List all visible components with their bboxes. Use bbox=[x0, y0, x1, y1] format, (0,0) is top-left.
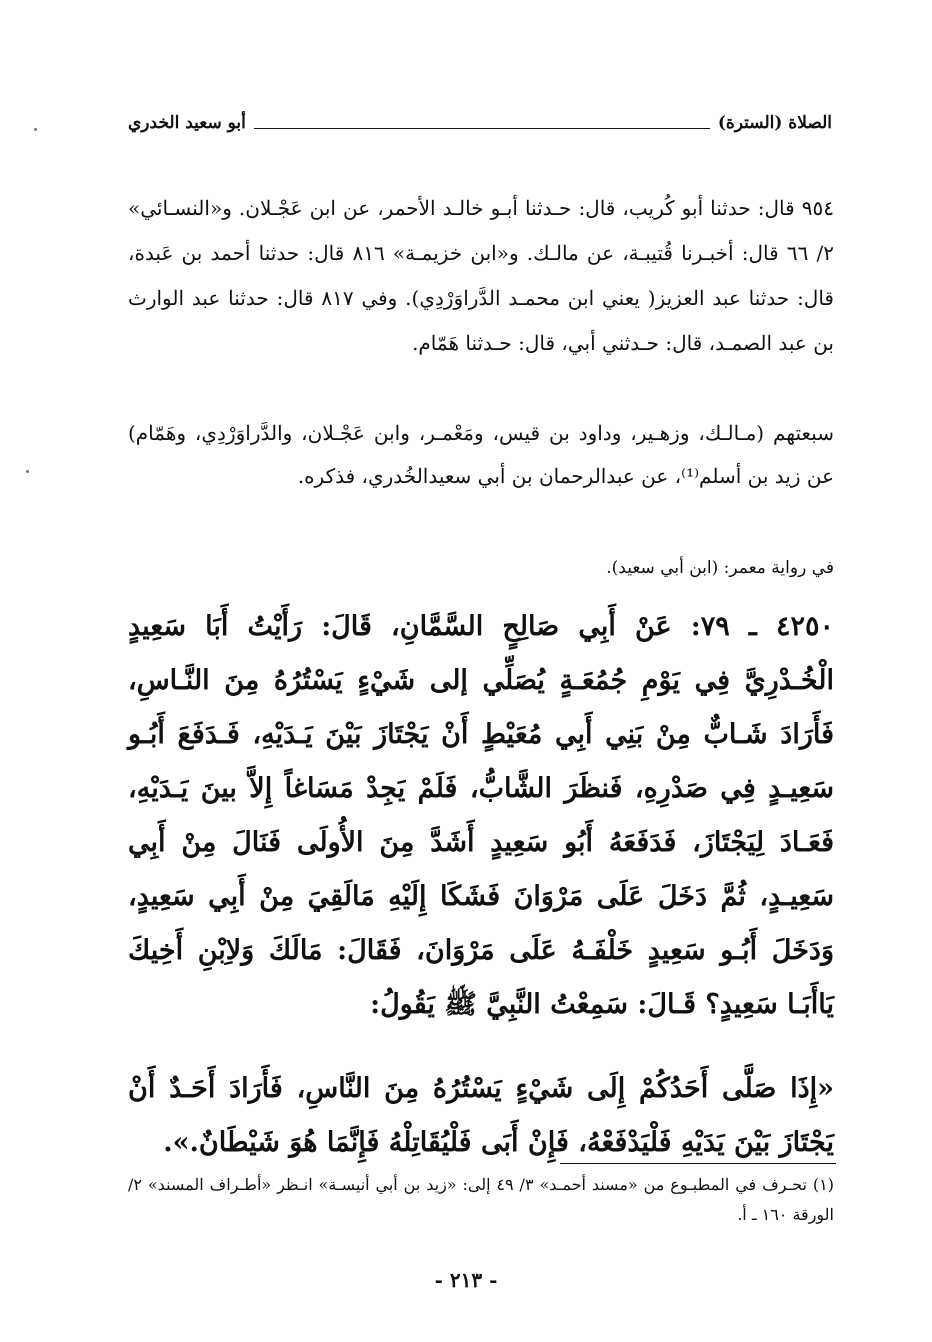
summary-paragraph: سبعتهم (مـالـك، وزهـير، وداود بن قيس، ومَعْمـر، وابن عَجْـلان، والدَّراوَرْدِي، وهَمّام) عن زيد بن أسلم⁽¹⁾، عن عبدالرحمان بن أبي سعيدالخُدري، فذكره. bbox=[128, 421, 834, 488]
footnote: (١) تحـرف في المطبـوع من «مسند أحمـد» ٣/ ٤٩ إلى: «زيد بن أبي أنيسـة» انـظر «أطـراف المسند» ٢/الورقة ١٦٠ ـ أ. bbox=[128, 1175, 834, 1224]
footnote-separator bbox=[560, 1163, 836, 1164]
page-number: - ٢١٣ - bbox=[434, 1268, 498, 1292]
isnad-paragraph: ٩٥٤ قال: حدثنا أبو كُريب، قال: حـدثنا أبـو خالـد الأحمر، عن ابن عَجْـلان. و«النسـائي» ٢/ ٦٦ قال: أخبـرنا قُتيبـة، عن مالـك. و«ابن خزيمـة» ٨١٦ قال: حدثنا أحمد بن عَبدة، قال: حدثنا عبد العزيز( يعني ابن محمـد الدَّراوَرْدِي). وفي ٨١٧ قال: حدثنا عبد الوارث بن عبد الصمـد، قال: حـدثني أبي، قال: حـدثنا هَمّام. bbox=[128, 196, 834, 355]
header-chapter: الصلاة (السترة) bbox=[717, 113, 832, 133]
header-rule bbox=[254, 128, 710, 129]
margin-speck bbox=[34, 128, 37, 131]
header-companion: أبو سعيد الخدري bbox=[128, 113, 246, 133]
hadith-text: ٤٢٥٠ ـ ٧٩: عَنْ أَبِي صَالِحٍ السَّمَّانِ، قَالَ: رَأَيْتُ أَبَا سَعِيدٍ الْخُـدْرِيَّ فِي يَوْمِ جُمُعَـةٍ يُصَلِّي إلى شَيْءٍ يَسْتُرُهُ مِنَ النَّـاسِ، فَأَرَادَ شَـابٌّ مِنْ بَنِي أَبِي مُعَيْطٍ أَنْ يَجْتَازَ بَيْنَ يَـدَيْهِ، فَـدَفَعَ أَبُـو سَعِيـدٍ فِي صَدْرِهِ، فَنظَرَ الشَّابُّ، فَلَمْ يَجِدْ مَسَاغاً إِلاَّ بينَ يَـدَيْهِ، فَعَـادَ لِيَجْتَازَ، فَدَفَعَهُ أَبُو سَعِيدٍ أَشَدَّ مِنَ الأُولَى فَنَالَ مِنْ أَبِي سَعِيـدٍ، ثُمَّ دَخَلَ عَلَى مَرْوَانَ فَشَكَا إِلَيْهِ مَالَقِيَ مِنْ أَبِي سَعِيدٍ، وَدَخَلَ أَبُـو سَعِيدٍ خَلْفَـهُ عَلَى مَرْوَانَ، فَقَالَ: مَالَكَ وَلاِبْنِ أَخِيكَ يَاأَبَـا سَعِيدٍ؟ قَـالَ: سَمِعْتُ النَّبِيَّ ﷺ يَقُولُ: bbox=[128, 611, 834, 1020]
prophetic-quote: «إِذَا صَلَّى أَحَدُكُمْ إِلَى شَيْءٍ يَسْتُرُهُ مِنَ النَّاسِ، فَأَرَادَ أَحَـدٌ أَنْ يَجْتَازَ بَيْنَ يَدَيْهِ فَلْيَدْفَعْهُ، فَإِنْ أَبَى فَلْيُقَاتِلْهُ فَإِنَّمَا هُوَ شَيْطَانٌ.». bbox=[128, 1073, 834, 1158]
running-header bbox=[128, 108, 832, 138]
variant-note: في رواية معمر: (ابن أبي سعيد). bbox=[606, 558, 834, 578]
margin-speck bbox=[26, 470, 29, 473]
